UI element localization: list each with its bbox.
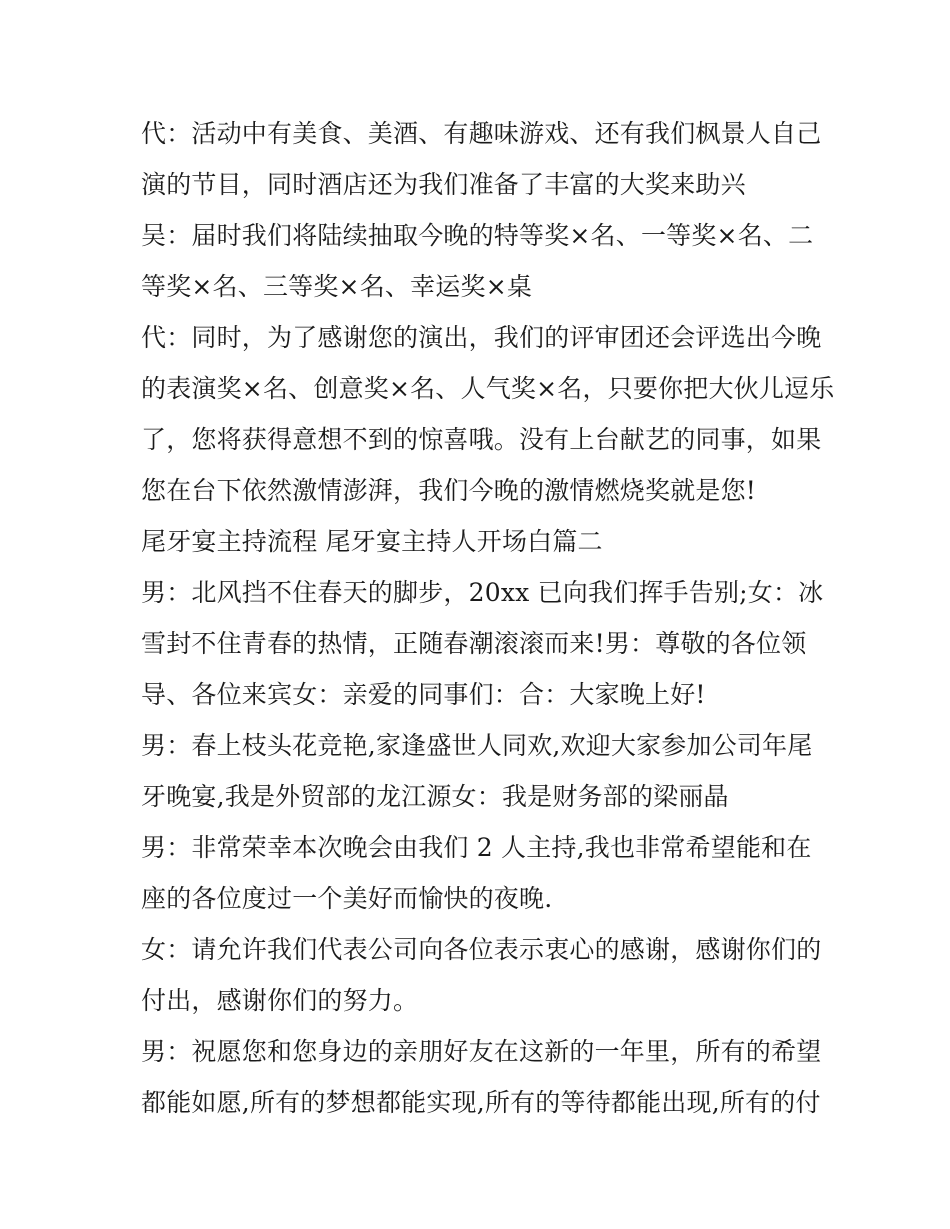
section-heading: 尾牙宴主持流程 尾牙宴主持人开场白篇二: [141, 527, 603, 556]
text-line: 您在台下依然激情澎湃，我们今晚的激情燃烧奖就是您!: [141, 476, 757, 505]
text-line: 了，您将获得意想不到的惊喜哦。没有上台献艺的同事，如果: [141, 425, 822, 454]
text-line: 代：同时，为了感谢您的演出，我们的评审团还会评选出今晚: [141, 323, 822, 352]
text-line: 雪封不住青春的热情，正随春潮滚滚而来!男：尊敬的各位领: [141, 629, 807, 658]
text-line: 男：非常荣幸本次晚会由我们 2 人主持,我也非常希望能和在: [141, 833, 812, 862]
text-line: 男：祝愿您和您身边的亲朋好友在这新的一年里，所有的希望: [141, 1037, 822, 1066]
text-line: 男：北风挡不住春天的脚步，20xx 已向我们挥手告别;女：冰: [141, 578, 824, 607]
text-line: 座的各位度过一个美好而愉快的夜晚.: [141, 884, 553, 913]
text-line: 付出，感谢你们的努力。: [141, 986, 419, 1015]
text-line: 的表演奖×名、创意奖×名、人气奖×名，只要你把大伙儿逗乐: [141, 374, 835, 403]
text-line: 男：春上枝头花竞艳,家逢盛世人同欢,欢迎大家参加公司年尾: [141, 731, 813, 760]
text-line: 女：请允许我们代表公司向各位表示衷心的感谢，感谢你们的: [141, 935, 822, 964]
text-line: 牙晚宴,我是外贸部的龙江源女：我是财务部的梁丽晶: [141, 782, 729, 811]
document-body: [141, 108, 835, 1128]
text-line: 都能如愿,所有的梦想都能实现,所有的等待都能出现,所有的付: [141, 1088, 821, 1117]
text-line: 代：活动中有美食、美酒、有趣味游戏、还有我们枫景人自己: [141, 119, 822, 148]
text-line: 等奖×名、三等奖×名、幸运奖×桌: [141, 272, 533, 301]
text-line: 导、各位来宾女：亲爱的同事们：合：大家晚上好!: [141, 680, 706, 709]
text-line: 演的节目，同时酒店还为我们准备了丰富的大奖来助兴: [141, 170, 746, 199]
text-line: 吴：届时我们将陆续抽取今晚的特等奖×名、一等奖×名、二: [141, 221, 814, 250]
